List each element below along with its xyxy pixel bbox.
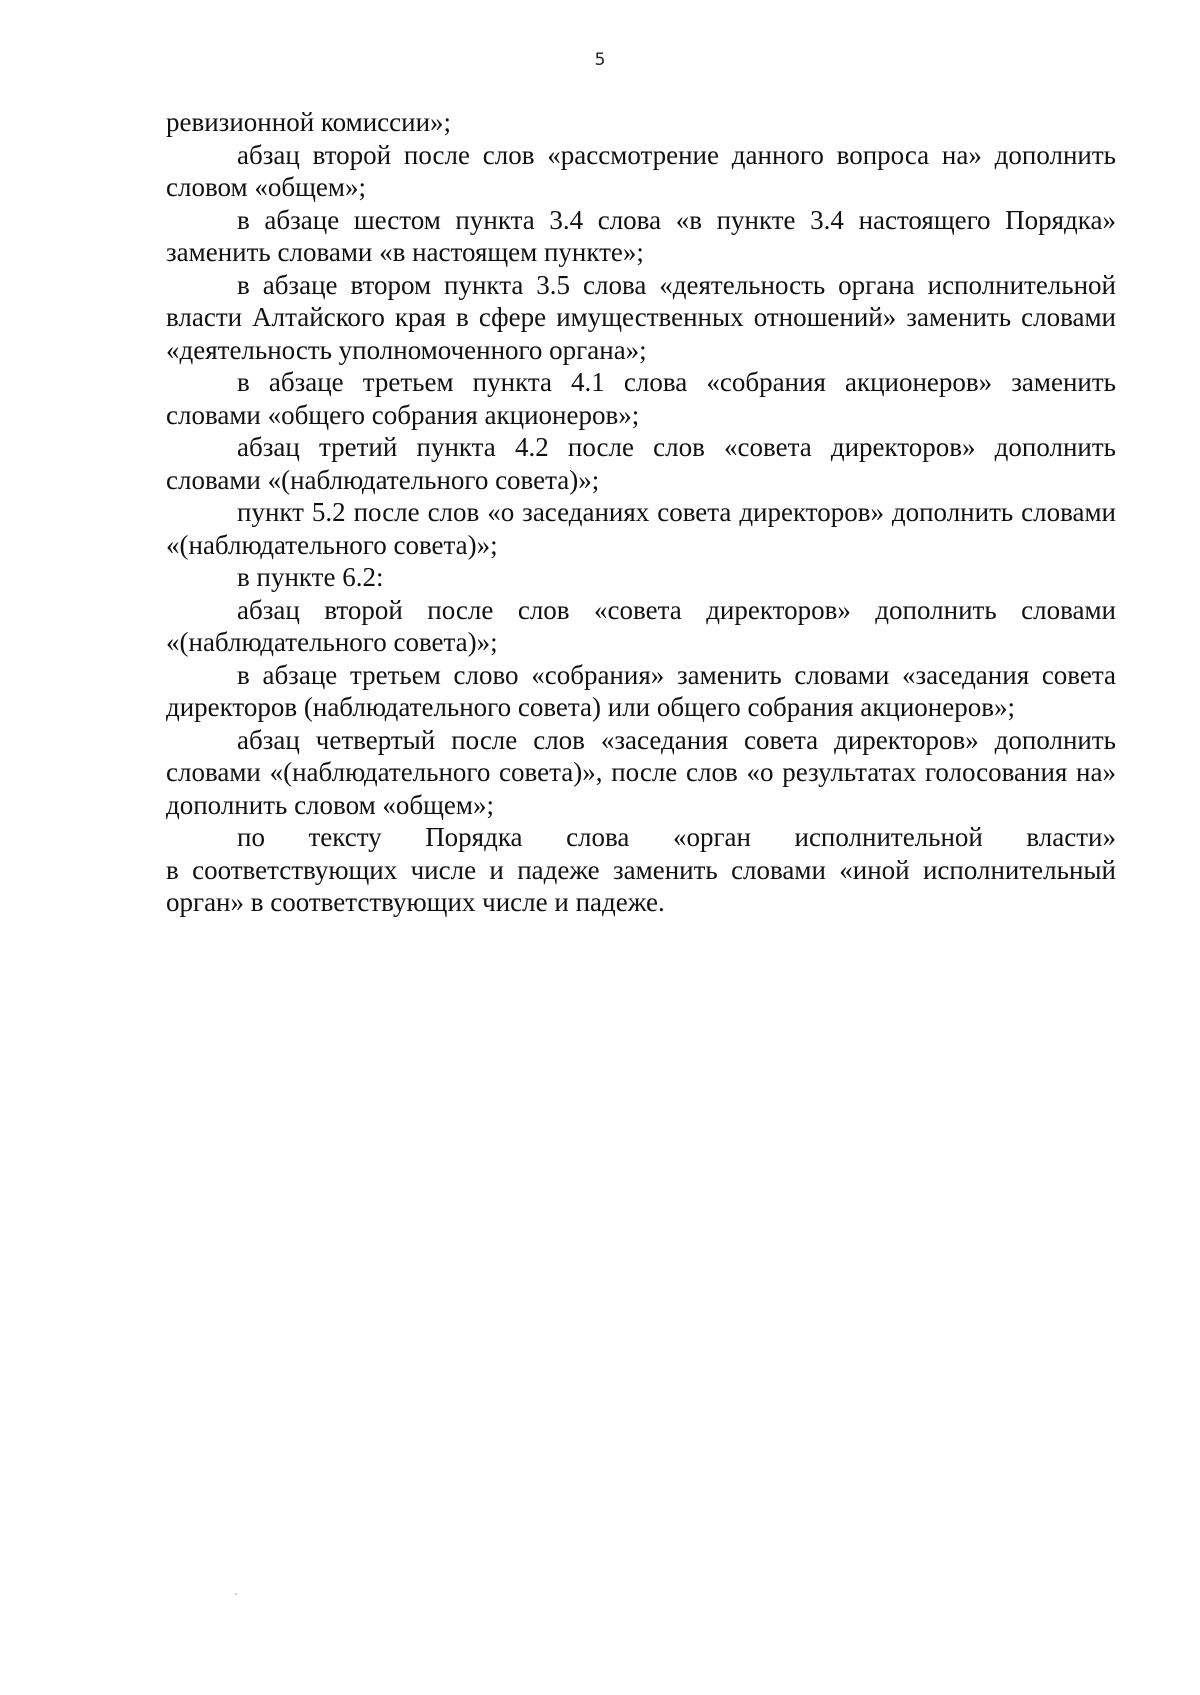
paragraph: абзац второй после слов «рассмотрение данного вопроса на» дополнить словом «общем»;	[166, 139, 1116, 202]
paragraph: в пункте 6.2:	[237, 562, 384, 592]
paragraph: в соответствующих числе и падеже заменить словами «иной исполнительный орган» в соответствующих числе и падеже.	[166, 854, 1116, 917]
paragraph: ревизионной комиссии»;	[166, 107, 452, 137]
paragraph: абзац третий пункта 4.2 после слов «совета директоров» дополнить словами «(наблюдательного совета)»;	[166, 432, 1116, 495]
paragraph: абзац второй после слов «совета директоров» дополнить словами «(наблюдательного совета)»;	[166, 594, 1116, 657]
paragraph: в абзаце втором пункта 3.5 слова «деятельность органа исполнительной власти Алтайского края в сфере имущественных отношений» заменить словами «деятельность уполномоченного органа»;	[166, 269, 1116, 365]
page-number: 5	[594, 50, 606, 70]
paragraph: по тексту Порядка слова «орган исполнительной власти»	[237, 822, 1116, 852]
paragraph: в абзаце шестом пункта 3.4 слова «в пункте 3.4 настоящего Порядка» заменить словами «в настоящем пункте»;	[166, 204, 1116, 267]
paragraph: в абзаце третьем пункта 4.1 слова «собрания акционеров» заменить словами «общего собрания акционеров»;	[166, 367, 1116, 430]
paragraph: в абзаце третьем слово «собрания» заменить словами «заседания совета директоров (наблюдательного совета) или общего собрания акционеров»;	[166, 659, 1116, 722]
paragraph: абзац четвертый после слов «заседания совета директоров» дополнить словами «(наблюдательного совета)», после слов «о результатах голосования на» дополнить словом «общем»;	[166, 724, 1116, 820]
document-body	[166, 106, 1116, 919]
scan-speck	[235, 1593, 237, 1595]
paragraph: пункт 5.2 после слов «о заседаниях совета директоров» дополнить словами «(наблюдательного совета)»;	[166, 497, 1116, 560]
